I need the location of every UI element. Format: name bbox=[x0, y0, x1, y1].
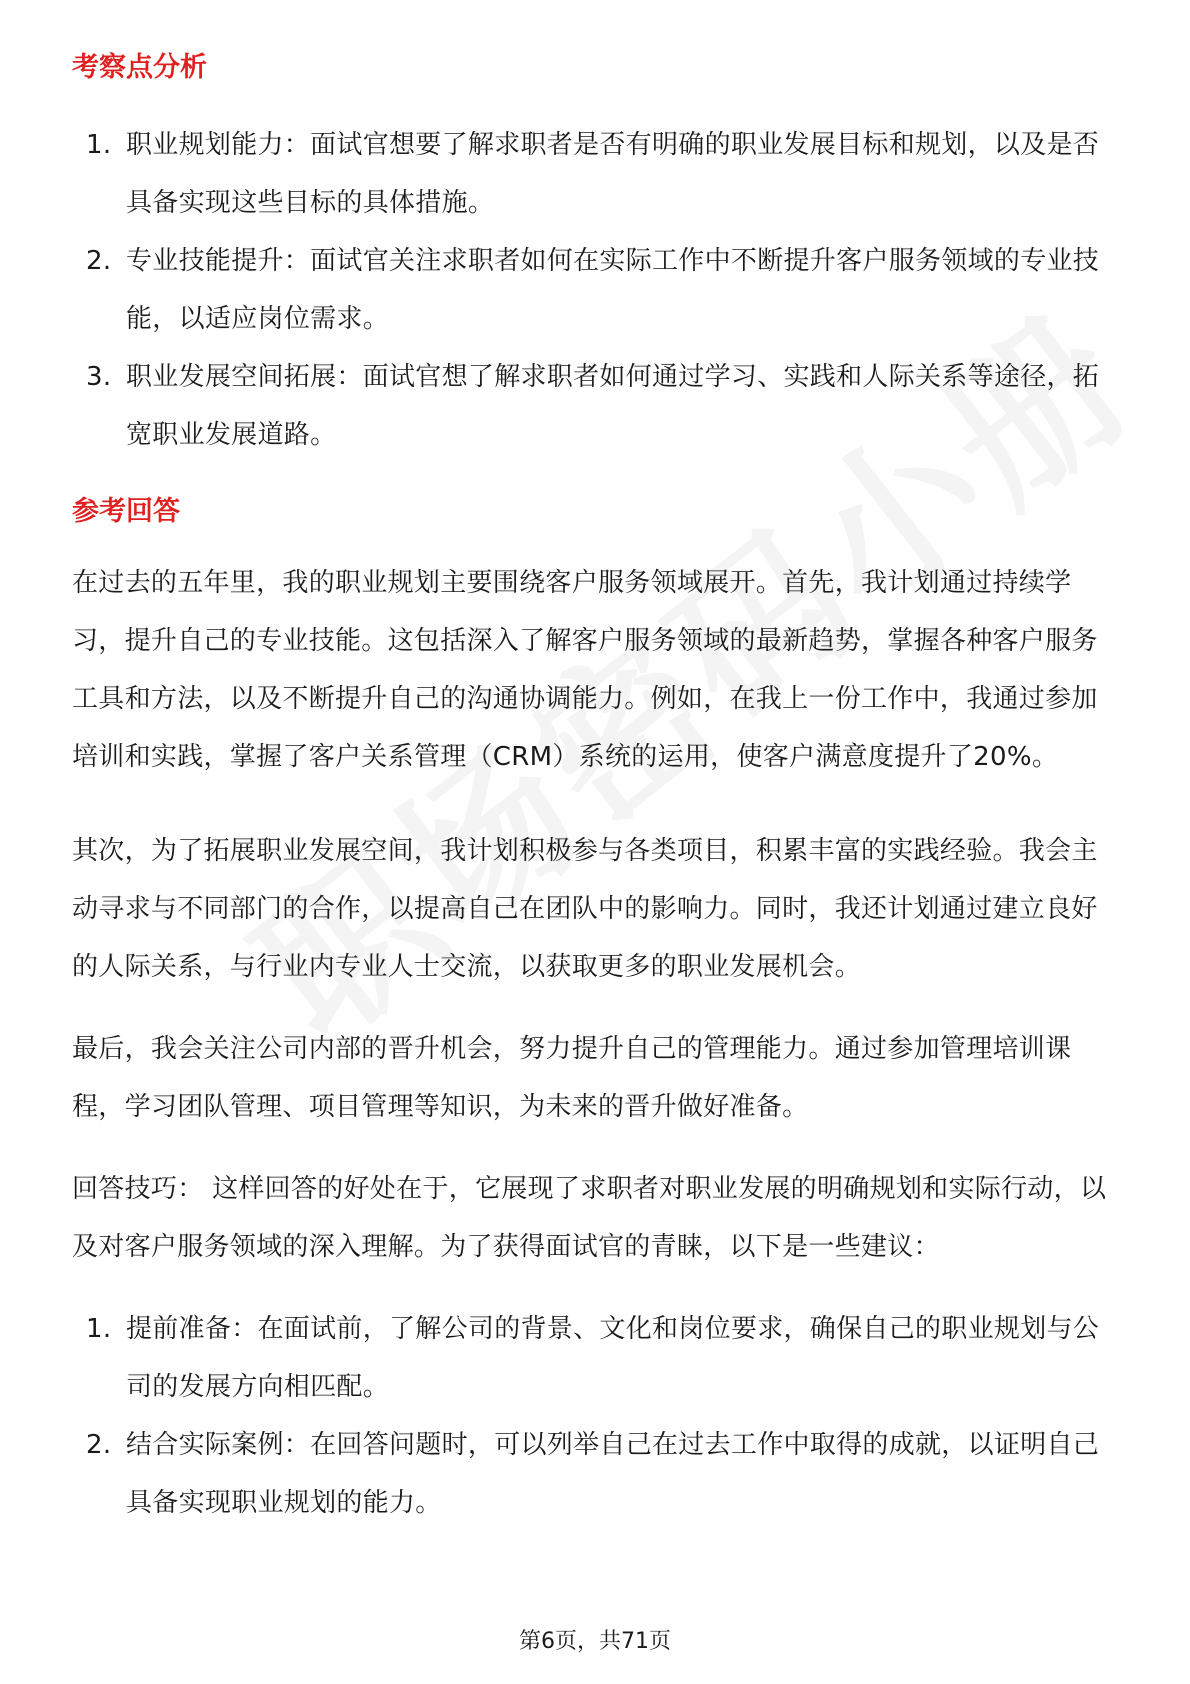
section-heading-answer: 参考回答 bbox=[72, 496, 180, 527]
section-heading-analysis: 考察点分析 bbox=[72, 52, 207, 83]
list-item-number: 1. bbox=[86, 1314, 112, 1344]
list-item-number: 2. bbox=[86, 1430, 112, 1460]
list-item bbox=[72, 1416, 1122, 1532]
answer-paragraph: 最后，我会关注公司内部的晋升机会，努力提升自己的管理能力。通过参加管理培训课程，学习团队管理、项目管理等知识，为未来的晋升做好准备。 bbox=[72, 1034, 1072, 1122]
analysis-list bbox=[72, 116, 1122, 464]
list-item-text: 结合实际案例：在回答问题时，可以列举自己在过去工作中取得的成就，以证明自己具备实现职业规划的能力。 bbox=[126, 1430, 1100, 1518]
list-item-text: 职业发展空间拓展：面试官想了解求职者如何通过学习、实践和人际关系等途径，拓宽职业发展道路。 bbox=[126, 362, 1100, 450]
tips-list bbox=[72, 1300, 1122, 1532]
answer-paragraph: 在过去的五年里，我的职业规划主要围绕客户服务领域展开。首先，我计划通过持续学习，提升自己的专业技能。这包括深入了解客户服务领域的最新趋势，掌握各种客户服务工具和方法，以及不断提升自己的沟通协调能力。例如，在我上一份工作中，我通过参加培训和实践，掌握了客户关系管理（CRM）系统的运用，使客户满意度提升了20%。 bbox=[72, 568, 1098, 772]
list-item-number: 2. bbox=[86, 246, 112, 276]
list-item bbox=[72, 232, 1122, 348]
list-item-text: 专业技能提升：面试官关注求职者如何在实际工作中不断提升客户服务领域的专业技能，以适应岗位需求。 bbox=[126, 246, 1100, 334]
list-item-text: 提前准备：在面试前，了解公司的背景、文化和岗位要求，确保自己的职业规划与公司的发展方向相匹配。 bbox=[126, 1314, 1100, 1402]
list-item-text: 职业规划能力：面试官想要了解求职者是否有明确的职业发展目标和规划，以及是否具备实现这些目标的具体措施。 bbox=[126, 130, 1100, 218]
list-item bbox=[72, 348, 1122, 464]
page-number: 第6页，共71页 bbox=[519, 1629, 671, 1654]
answer-tips-intro: 回答技巧： 这样回答的好处在于，它展现了求职者对职业发展的明确规划和实际行动，以及对客户服务领域的深入理解。为了获得面试官的青睐，以下是一些建议： bbox=[72, 1174, 1107, 1262]
list-item bbox=[72, 1300, 1122, 1416]
page-content bbox=[72, 48, 1122, 1532]
list-item bbox=[72, 116, 1122, 232]
list-item-number: 3. bbox=[86, 362, 112, 392]
list-item-number: 1. bbox=[86, 130, 112, 160]
answer-paragraph: 其次，为了拓展职业发展空间，我计划积极参与各类项目，积累丰富的实践经验。我会主动寻求与不同部门的合作，以提高自己在团队中的影响力。同时，我还计划通过建立良好的人际关系，与行业内专业人士交流，以获取更多的职业发展机会。 bbox=[72, 836, 1098, 982]
